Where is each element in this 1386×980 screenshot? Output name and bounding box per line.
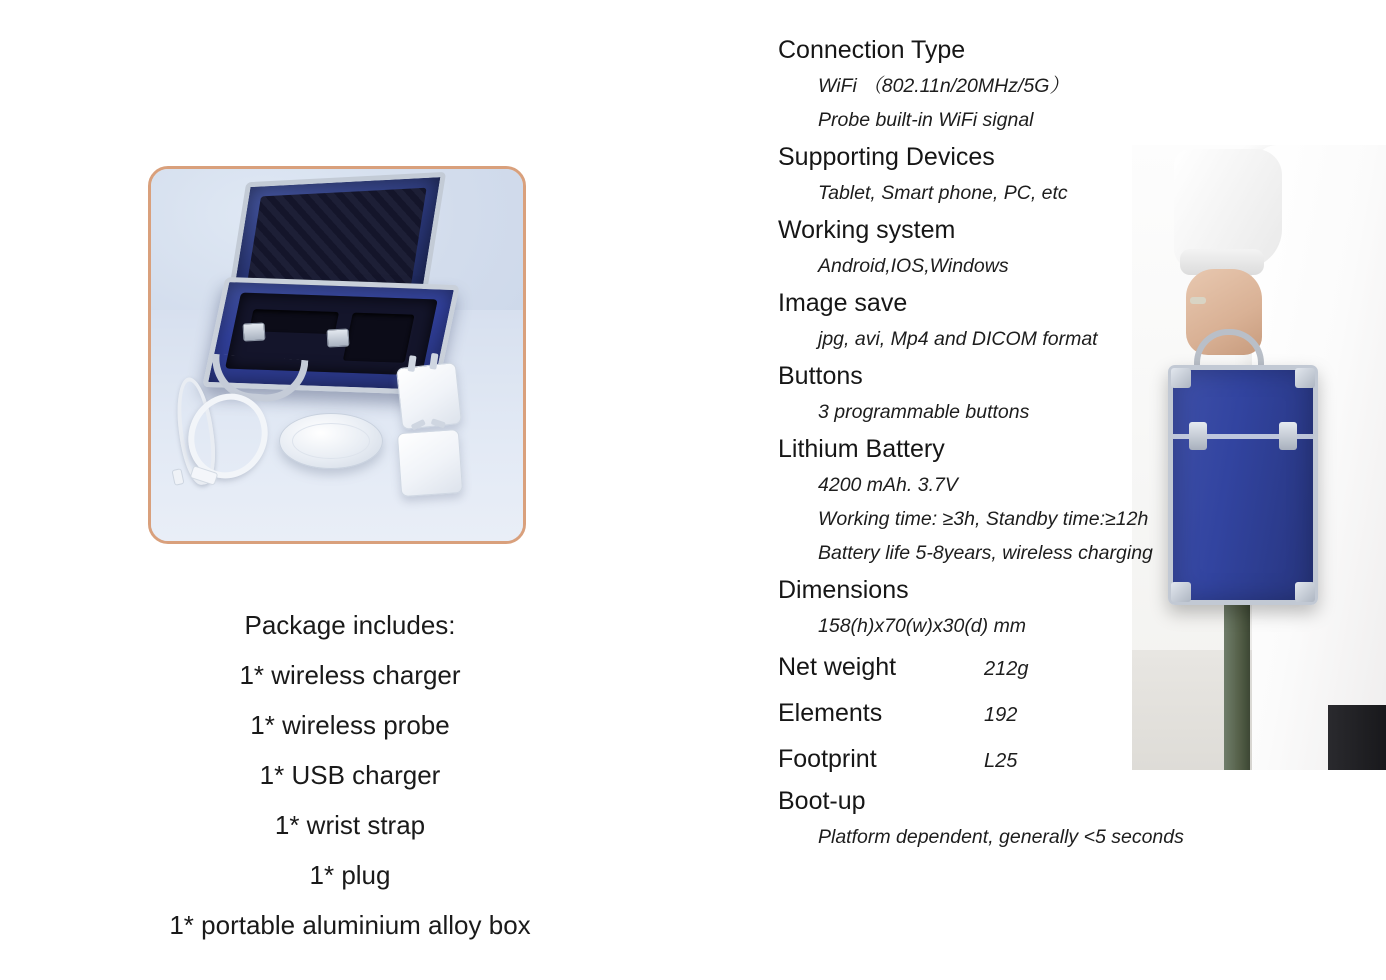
- package-item: 1* plug: [309, 860, 391, 890]
- spec-heading: Connection Type: [778, 36, 966, 64]
- spec-lithium-battery: [740, 431, 1386, 570]
- case-latch-left: [243, 322, 266, 341]
- spec-boot-up: [740, 783, 1386, 854]
- spec-line: Probe built-in WiFi signal: [818, 109, 1034, 131]
- spec-line: 4200 mAh. 3.7V: [818, 474, 958, 496]
- spec-line: Tablet, Smart phone, PC, etc: [818, 182, 1068, 204]
- spec-heading: Dimensions: [778, 576, 909, 604]
- spec-value: L25: [984, 750, 1018, 772]
- eu-plug-prong-b: [429, 353, 438, 370]
- package-includes-title: Package includes:: [244, 610, 456, 640]
- spec-heading: Working system: [778, 216, 956, 244]
- spec-dimensions: [740, 572, 1386, 643]
- spec-key: Elements: [778, 699, 883, 727]
- spec-connection-type: [740, 32, 1386, 137]
- product-kit-photo: [148, 166, 526, 544]
- spec-value: 192: [984, 704, 1018, 726]
- spec-heading: Lithium Battery: [778, 435, 945, 463]
- spec-key: Footprint: [778, 745, 877, 773]
- spec-supporting-devices: [740, 139, 1386, 210]
- package-item: 1* USB charger: [259, 760, 441, 790]
- right-column: [740, 0, 1386, 980]
- package-includes-list: [0, 600, 700, 950]
- package-item: 1* portable aluminium alloy box: [169, 910, 531, 940]
- package-item: 1* wireless probe: [250, 710, 450, 740]
- spec-image-save: [740, 285, 1386, 356]
- package-item: 1* wrist strap: [274, 810, 426, 840]
- spec-heading: Supporting Devices: [778, 143, 995, 171]
- spec-line: Working time: ≥3h, Standby time:≥12h: [818, 508, 1149, 530]
- eu-plug-prong-a: [407, 355, 416, 372]
- spec-heading: Buttons: [778, 362, 863, 390]
- foam-slot-charger: [343, 313, 415, 363]
- spec-key: Net weight: [778, 653, 897, 681]
- spec-net-weight: [740, 645, 1386, 691]
- wireless-charger-pad: [279, 413, 383, 469]
- spec-footprint: [740, 737, 1386, 783]
- us-plug: [397, 429, 463, 497]
- spec-working-system: [740, 212, 1386, 283]
- spec-line: jpg, avi, Mp4 and DICOM format: [818, 328, 1098, 350]
- case-latch-right: [327, 328, 350, 347]
- spec-line: 3 programmable buttons: [818, 401, 1030, 423]
- spec-elements: [740, 691, 1386, 737]
- spec-line: Android,IOS,Windows: [818, 255, 1009, 277]
- spec-heading: Boot-up: [778, 787, 866, 815]
- spec-line: WiFi （802.11n/20MHz/5G）: [818, 75, 1069, 97]
- spec-line: 158(h)x70(w)x30(d) mm: [818, 615, 1027, 637]
- spec-buttons: [740, 358, 1386, 429]
- spec-line: Platform dependent, generally <5 seconds: [818, 826, 1184, 848]
- package-item: 1* wireless charger: [239, 660, 461, 690]
- specifications-list: [740, 0, 1386, 856]
- spec-heading: Image save: [778, 289, 908, 317]
- eu-plug: [396, 362, 462, 430]
- spec-value: 212g: [984, 658, 1029, 680]
- spec-line: Battery life 5-8years, wireless charging: [818, 542, 1153, 564]
